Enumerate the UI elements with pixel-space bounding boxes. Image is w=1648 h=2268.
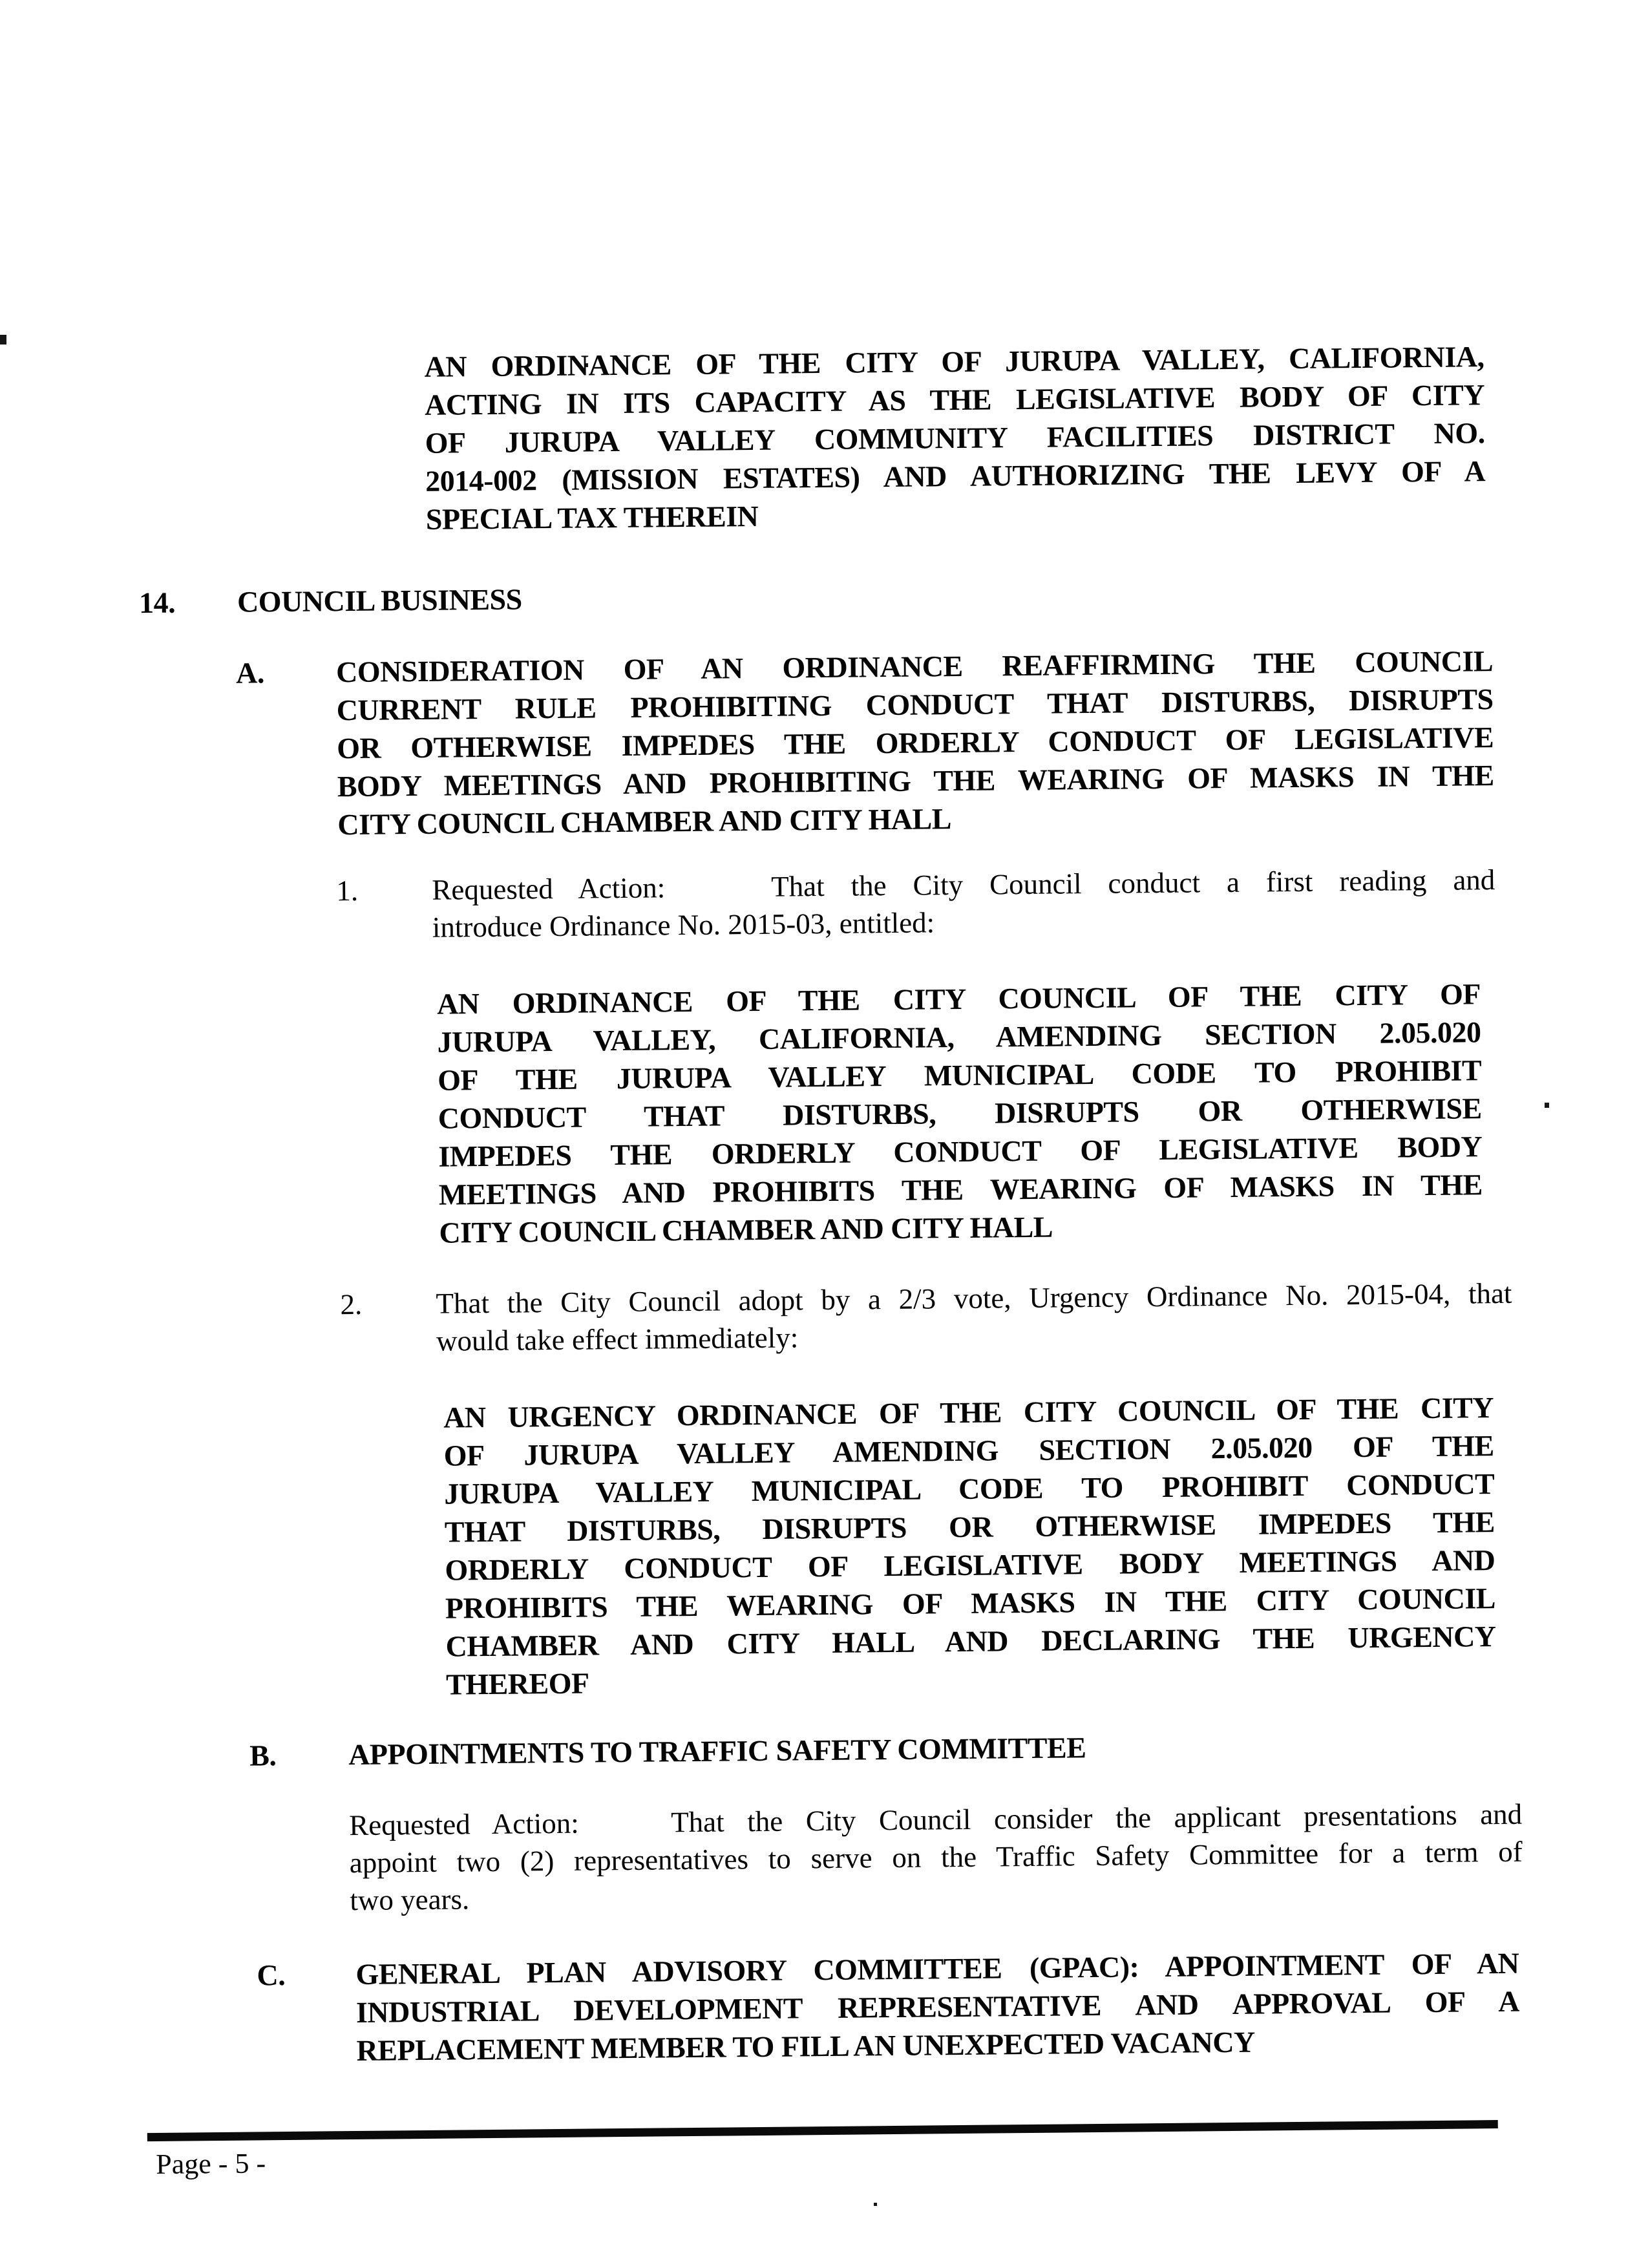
- text-line: CONDUCT THAT DISTURBS, DISRUPTS OR OTHERWISE: [438, 1092, 1482, 1135]
- item-b-heading: APPOINTMENTS TO TRAFFIC SAFETY COMMITTEE: [348, 1731, 1086, 1772]
- item-a-action-2-paragraph: [436, 1275, 1512, 1360]
- item-a-action-1-paragraph: [432, 861, 1495, 946]
- text-line: OF JURUPA VALLEY COMMUNITY FACILITIES DISTRICT NO.: [425, 416, 1485, 460]
- text-line: OR OTHERWISE IMPEDES THE ORDERLY CONDUCT OF LEGISLATIVE: [336, 721, 1494, 765]
- text-line: BODY MEETINGS AND PROHIBITING THE WEARING OF MASKS IN THE: [337, 759, 1494, 803]
- text-line: Requested Action: That the City Council consider the applicant presentations and: [348, 1797, 1523, 1842]
- item-a-heading: [336, 642, 1495, 843]
- text-line: OF JURUPA VALLEY AMENDING SECTION 2.05.020 OF THE: [443, 1429, 1494, 1472]
- text-line: AN ORDINANCE OF THE CITY COUNCIL OF THE CITY OF: [436, 977, 1481, 1021]
- text-line: REPLACEMENT MEMBER TO FILL AN UNEXPECTED VACANCY: [356, 2025, 1256, 2068]
- text-line: would take effect immediately:: [436, 1321, 799, 1357]
- text-line: INDUSTRIAL DEVELOPMENT REPRESENTATIVE AND APPROVAL OF A: [355, 1984, 1520, 2030]
- text-line: That the City Council adopt by a 2/3 vote, Urgency Ordinance No. 2015-04, that: [436, 1277, 1512, 1320]
- text-line: CURRENT RULE PROHIBITING CONDUCT THAT DISTURBS, DISRUPTS: [336, 683, 1494, 727]
- text-line: PROHIBITS THE WEARING OF MASKS IN THE CITY COUNCIL: [445, 1582, 1496, 1625]
- ordinance-title-mission-estates: [424, 337, 1486, 538]
- text-line: JURUPA VALLEY, CALIFORNIA, AMENDING SECTION 2.05.020: [437, 1015, 1481, 1059]
- text-line: AN URGENCY ORDINANCE OF THE CITY COUNCIL OF THE CITY: [443, 1391, 1494, 1434]
- text-line: SPECIAL TAX THEREIN: [425, 499, 759, 536]
- text-line: AN ORDINANCE OF THE CITY OF JURUPA VALLEY, CALIFORNIA,: [424, 340, 1484, 383]
- item-a-letter: A.: [235, 656, 265, 690]
- section-14-number: 14.: [138, 586, 176, 620]
- ordinance-title-2015-04: [443, 1388, 1496, 1704]
- item-a-action-1-number: 1.: [336, 874, 359, 907]
- text-line: two years.: [350, 1883, 470, 1917]
- page-number-label: Page - 5 -: [156, 2147, 266, 2180]
- text-line: introduce Ordinance No. 2015-03, entitled:: [432, 906, 935, 944]
- text-line: appoint two (2) representatives to serve on the Traffic Safety Committee for a term of: [349, 1835, 1523, 1880]
- item-c-letter: C.: [257, 1958, 286, 1992]
- text-line: Requested Action: That the City Council conduct a first reading and: [432, 864, 1495, 906]
- ordinance-title-2015-03: [437, 975, 1483, 1251]
- text-line: THEREOF: [445, 1666, 589, 1701]
- text-line: CITY COUNCIL CHAMBER AND CITY HALL: [337, 802, 952, 842]
- text-line: CONSIDERATION OF AN ORDINANCE REAFFIRMING THE COUNCIL: [335, 644, 1494, 689]
- item-a-action-2-number: 2.: [340, 1288, 363, 1321]
- text-line: CHAMBER AND CITY HALL AND DECLARING THE URGENCY: [445, 1620, 1496, 1663]
- text-line: THAT DISTURBS, DISRUPTS OR OTHERWISE IMPEDES THE: [444, 1505, 1495, 1549]
- text-line: 2014-002 (MISSION ESTATES) AND AUTHORIZING THE LEVY OF A: [425, 454, 1486, 498]
- text-line: ORDERLY CONDUCT OF LEGISLATIVE BODY MEETINGS AND: [445, 1543, 1495, 1587]
- footer-divider: [147, 2120, 1498, 2141]
- text-line: MEETINGS AND PROHIBITS THE WEARING OF MASKS IN THE: [438, 1168, 1483, 1211]
- text-line: JURUPA VALLEY MUNICIPAL CODE TO PROHIBIT CONDUCT: [444, 1467, 1495, 1510]
- text-line: IMPEDES THE ORDERLY CONDUCT OF LEGISLATIVE BODY: [438, 1130, 1483, 1173]
- text-line: ACTING IN ITS CAPACITY AS THE LEGISLATIVE BODY OF CITY: [424, 378, 1485, 421]
- item-b-letter: B.: [249, 1739, 277, 1772]
- section-14-title: COUNCIL BUSINESS: [237, 582, 522, 619]
- text-line: CITY COUNCIL CHAMBER AND CITY HALL: [439, 1210, 1053, 1249]
- text-line: OF THE JURUPA VALLEY MUNICIPAL CODE TO PROHIBIT: [437, 1054, 1482, 1097]
- item-c-heading: [355, 1944, 1520, 2070]
- text-line: GENERAL PLAN ADVISORY COMMITTEE (GPAC): APPOINTMENT OF AN: [355, 1946, 1519, 1991]
- item-b-action-paragraph: [349, 1796, 1523, 1919]
